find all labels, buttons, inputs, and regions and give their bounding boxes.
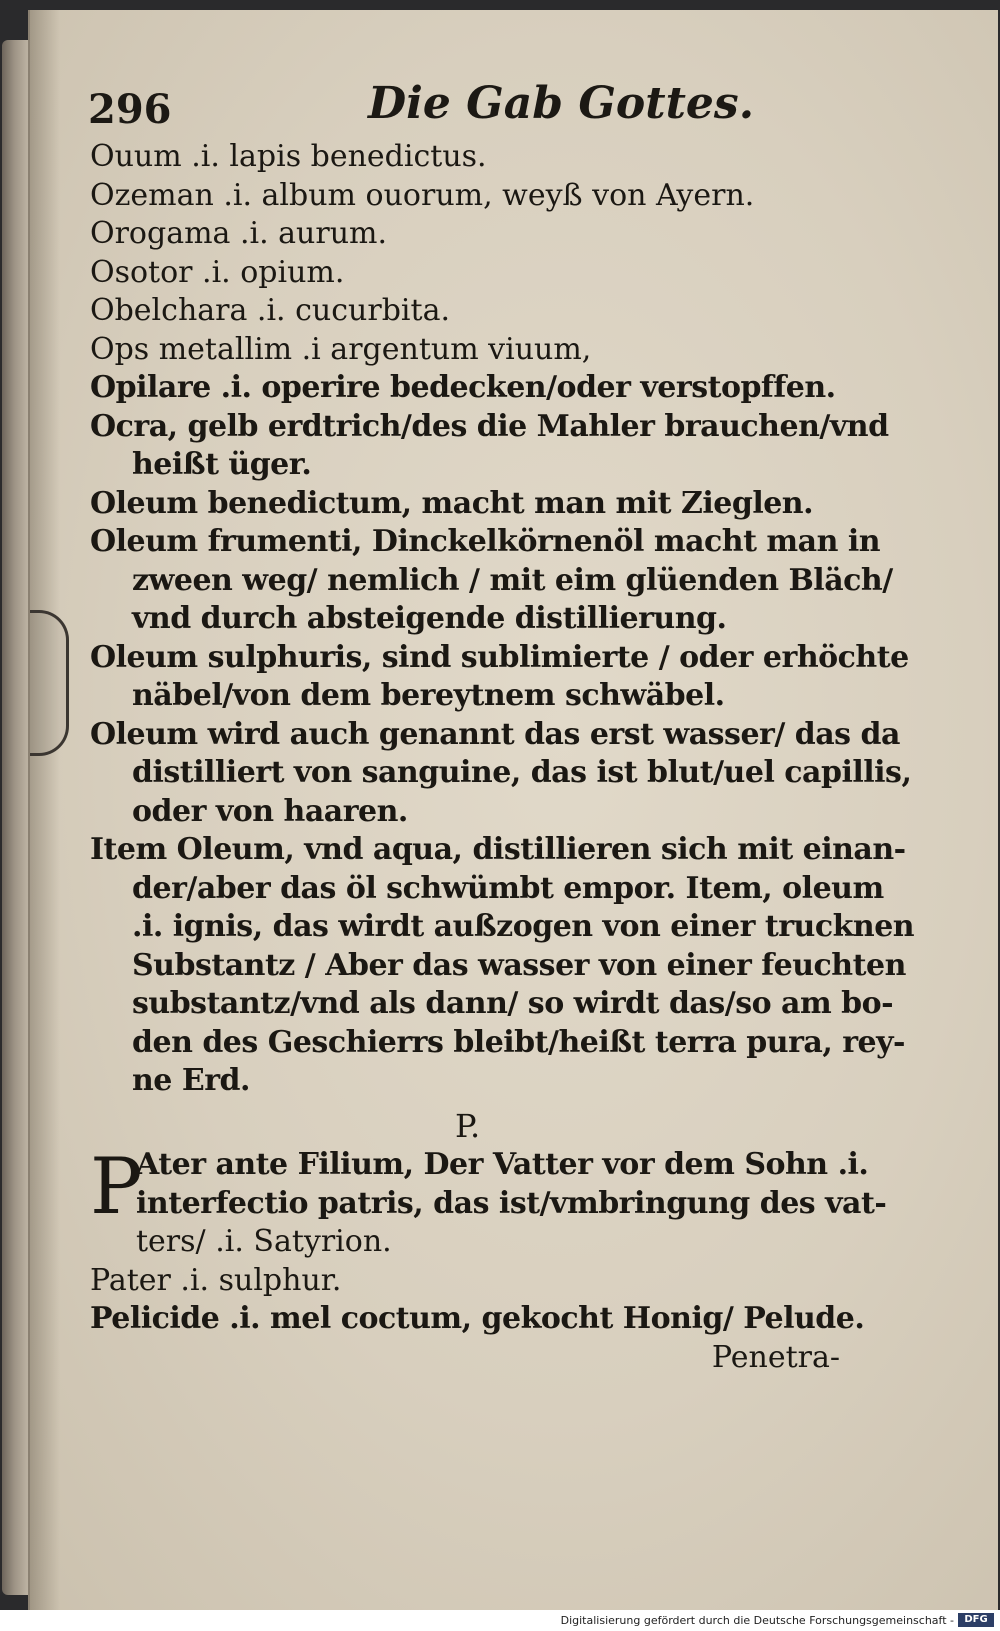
drop-cap: P — [90, 1142, 143, 1232]
entry-continuation: substantz/vnd als dann/ so wirdt das/so am bo- — [132, 986, 894, 1021]
entry-continuation: .i. ignis, das wirdt außzogen von einer trucknen — [132, 909, 915, 944]
entry-line: Ops metallim .i argentum viuum, — [90, 331, 592, 367]
entry-continuation: Substantz / Aber das wasser von einer feuchten — [132, 947, 906, 983]
entry-continuation: näbel/von dem bereytnem schwäbel. — [132, 678, 725, 713]
entry-continuation: ne Erd. — [132, 1063, 250, 1098]
entry-continuation: zween weg/ nemlich / mit eim glüenden Bläch/ — [132, 562, 893, 598]
glossary-p-entries — [90, 1142, 887, 1377]
digitization-credit: Digitalisierung gefördert durch die Deutsche Forschungsgemeinschaft - — [560, 1614, 954, 1627]
glossary-o-entries — [90, 138, 915, 1101]
section-heading-p: P. — [455, 1107, 481, 1145]
entry-continuation: oder von haaren. — [132, 793, 408, 829]
entry-line: Oleum frumenti, Dinckelkörnenöl macht man in — [90, 524, 881, 559]
entry-line: Oleum benedictum, macht man mit Zieglen. — [90, 485, 814, 521]
entry-line: Ouum .i. lapis benedictus. — [90, 139, 487, 174]
entry-continuation: distilliert von sanguine, das ist blut/uel capillis, — [132, 755, 912, 790]
catchword: Penetra- — [711, 1339, 840, 1375]
dfg-logo: DFG — [958, 1613, 994, 1627]
entry-line: Oleum wird auch genannt das erst wasser/ das da — [90, 716, 900, 752]
entry-line: Ozeman .i. album ouorum, weyß von Ayern. — [90, 177, 755, 213]
entry-line: Obelchara .i. cucurbita. — [90, 293, 450, 328]
entry-continuation: der/aber das öl schwümbt empor. Item, oleum — [132, 870, 884, 906]
entry-line: Ater ante Filium, Der Vatter vor dem Sohn .i. — [136, 1147, 869, 1182]
entry-line: Pater .i. sulphur. — [90, 1262, 342, 1298]
page-header — [88, 78, 888, 138]
entry-line: Osotor .i. opium. — [90, 254, 345, 290]
entry-line: Orogama .i. aurum. — [90, 216, 388, 251]
entry-line: Item Oleum, vnd aqua, distillieren sich mit einan- — [90, 832, 906, 867]
entry-continuation: ters/ .i. Satyrion. — [136, 1224, 392, 1259]
entry-line: Ocra, gelb erdtrich/des die Mahler brauchen/vnd — [90, 408, 889, 444]
entry-continuation: den des Geschierrs bleibt/heißt terra pura, rey- — [132, 1024, 905, 1060]
entry-continuation: heißt üger. — [132, 447, 312, 482]
entry-line: Oleum sulphuris, sind sublimierte / oder erhöchte — [90, 639, 909, 675]
entry-line: Opilare .i. operire bedecken/oder verstopffen. — [90, 370, 836, 405]
clasp-clip — [30, 610, 69, 756]
entry-line: Pelicide .i. mel coctum, gekocht Honig/ Pelude. — [90, 1301, 865, 1336]
page-number: 296 — [88, 86, 172, 133]
entry-continuation: interfectio patris, das ist/vmbringung des vat- — [136, 1185, 887, 1221]
running-title: Die Gab Gottes. — [368, 78, 755, 129]
entry-continuation: vnd durch absteigende distillierung. — [132, 601, 727, 636]
